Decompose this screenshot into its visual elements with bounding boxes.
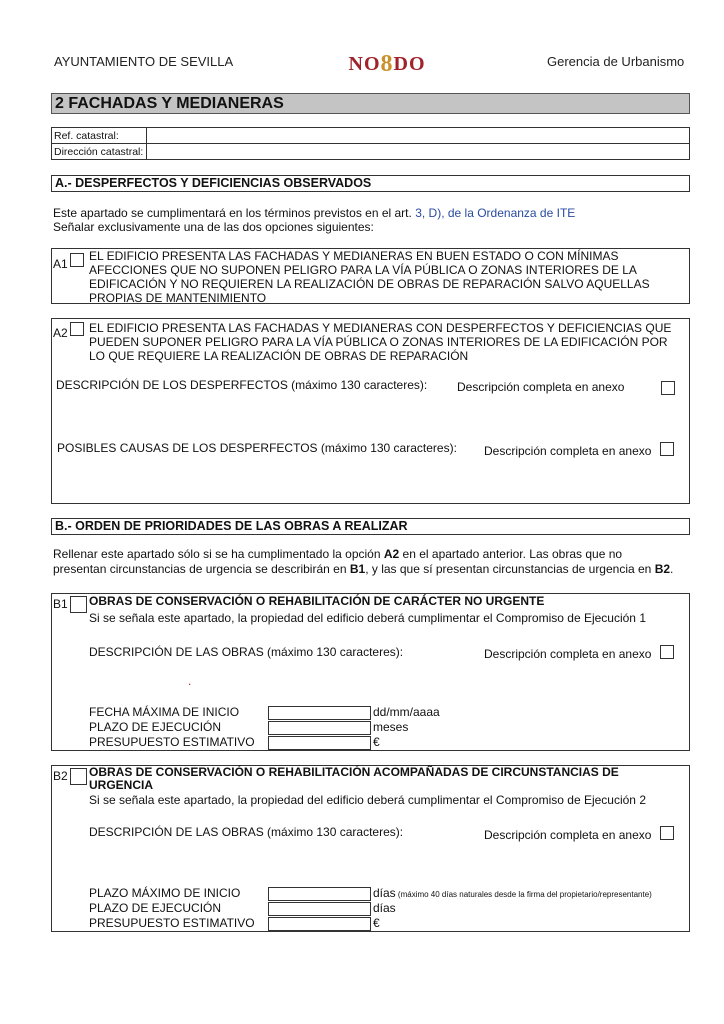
b2-plazo-label: PLAZO DE EJECUCIÓN bbox=[89, 901, 222, 915]
a1-text-3: EDIFICACIÓN Y NO REQUIEREN LA REALIZACIÓN DE OBRAS DE REPARACIÓN SALVO AQUELLAS bbox=[89, 277, 650, 291]
b1-plazo-label: PLAZO DE EJECUCIÓN bbox=[89, 720, 222, 734]
b2-plazo-inicio-input[interactable] bbox=[268, 887, 371, 901]
a1-text-1: EL EDIFICIO PRESENTA LAS FACHADAS Y MEDIANERAS EN BUEN ESTADO O CON MÍNIMAS bbox=[89, 249, 619, 263]
b1-plazo-unit: meses bbox=[373, 720, 409, 734]
a1-text-4: PROPIAS DE MANTENIMIENTO bbox=[89, 291, 267, 305]
a1-text-2: AFECCIONES QUE NO SUPONEN PELIGRO PARA LA VÍA PÚBLICA O ZONAS INTERIORES DE LA bbox=[89, 263, 637, 277]
b1-desc-annex-label: Descripción completa en anexo bbox=[484, 647, 652, 661]
b2-presupuesto-label: PRESUPUESTO ESTIMATIVO bbox=[89, 916, 255, 930]
b1-title: OBRAS DE CONSERVACIÓN O REHABILITACIÓN DE CARÁCTER NO URGENTE bbox=[89, 594, 545, 608]
a1-checkbox[interactable] bbox=[70, 253, 84, 267]
b2-desc-annex-label: Descripción completa en anexo bbox=[484, 828, 652, 842]
section-b-heading: B.- ORDEN DE PRIORIDADES DE LAS OBRAS A REALIZAR bbox=[51, 518, 690, 535]
section-a-heading: A.- DESPERFECTOS Y DEFICIENCIAS OBSERVADOS bbox=[51, 175, 690, 192]
a2-causes-annex-label: Descripción completa en anexo bbox=[484, 444, 652, 458]
b2-presupuesto-unit: € bbox=[373, 916, 380, 930]
b2-desc-label: DESCRIPCIÓN DE LAS OBRAS (máximo 130 caracteres): bbox=[89, 825, 404, 839]
b1-fecha-label: FECHA MÁXIMA DE INICIO bbox=[89, 705, 240, 719]
a2-code: A2 bbox=[53, 326, 68, 340]
direccion-catastral-label: Dirección catastral: bbox=[52, 144, 147, 160]
b1-desc-annex-checkbox[interactable] bbox=[660, 645, 674, 659]
b1-fecha-input[interactable] bbox=[268, 706, 371, 720]
a2-desc-annex-label: Descripción completa en anexo bbox=[457, 380, 625, 394]
section-b-intro-1: Rellenar este apartado sólo si se ha cumplimentado la opción A2 en el apartado anterior. Las obras que no bbox=[53, 547, 623, 561]
cadastral-table bbox=[51, 127, 690, 160]
a1-code: A1 bbox=[53, 257, 68, 271]
b1-checkbox[interactable] bbox=[70, 596, 87, 613]
b2-presupuesto-input[interactable] bbox=[268, 917, 371, 931]
b2-plazo-input[interactable] bbox=[268, 902, 371, 916]
b2-plazo-inicio-unit: días (máximo 40 días naturales desde la firma del propietario/representante) bbox=[373, 886, 652, 900]
a2-desc-label: DESCRIPCIÓN DE LOS DESPERFECTOS (máximo 130 caracteres): bbox=[56, 378, 428, 392]
section-b-intro-2: presentan circunstancias de urgencia se describirán en B1, y las que sí presentan circunstancias de urgencia en B2. bbox=[53, 562, 674, 576]
a2-desc-annex-checkbox[interactable] bbox=[661, 381, 675, 395]
ref-catastral-field[interactable] bbox=[147, 128, 690, 144]
b1-presupuesto-input[interactable] bbox=[268, 736, 371, 750]
direccion-catastral-field[interactable] bbox=[147, 144, 690, 160]
a2-checkbox[interactable] bbox=[70, 322, 84, 336]
b2-code: B2 bbox=[53, 769, 68, 783]
ref-catastral-label: Ref. catastral: bbox=[52, 128, 147, 144]
b1-note: Si se señala este apartado, la propiedad del edificio deberá cumplimentar el Compromiso de Ejecución 1 bbox=[89, 611, 646, 625]
a2-text-2: PUEDEN SUPONER PELIGRO PARA LA VÍA PÚBLICA O ZONAS INTERIORES DE LA EDIFICACIÓN POR bbox=[89, 335, 668, 349]
b2-plazo-unit: días bbox=[373, 901, 396, 915]
b1-plazo-input[interactable] bbox=[268, 721, 371, 735]
b2-title-2: URGENCIA bbox=[89, 778, 154, 792]
b1-presupuesto-unit: € bbox=[373, 735, 380, 749]
section-a-intro-2: Señalar exclusivamente una de las dos opciones siguientes: bbox=[53, 220, 374, 234]
b2-checkbox[interactable] bbox=[70, 768, 87, 785]
a2-causes-label: POSIBLES CAUSAS DE LOS DESPERFECTOS (máximo 130 caracteres): bbox=[57, 441, 457, 455]
b1-desc-label: DESCRIPCIÓN DE LAS OBRAS (máximo 130 caracteres): bbox=[89, 645, 404, 659]
page-title: 2 FACHADAS Y MEDIANERAS bbox=[51, 93, 690, 114]
b2-title-1: OBRAS DE CONSERVACIÓN O REHABILITACIÓN ACOMPAÑADAS DE CIRCUNSTANCIAS DE bbox=[89, 765, 619, 779]
stray-mark: . bbox=[188, 674, 192, 688]
header-left: AYUNTAMIENTO DE SEVILLA bbox=[54, 54, 234, 69]
section-a-intro-1: Este apartado se cumplimentará en los términos previstos en el art. 3, D), de la Ordenanza de ITE bbox=[53, 206, 576, 220]
b1-code: B1 bbox=[53, 597, 68, 611]
ordinance-link[interactable]: 3, D), de la Ordenanza de ITE bbox=[415, 206, 576, 220]
header-right: Gerencia de Urbanismo bbox=[547, 54, 685, 69]
a2-causes-annex-checkbox[interactable] bbox=[660, 442, 674, 456]
a2-text-3: LO QUE REQUIERE LA REALIZACIÓN DE OBRAS DE REPARACIÓN bbox=[89, 349, 469, 363]
b2-plazo-inicio-label: PLAZO MÁXIMO DE INICIO bbox=[89, 886, 241, 900]
b1-presupuesto-label: PRESUPUESTO ESTIMATIVO bbox=[89, 735, 255, 749]
b1-fecha-unit: dd/mm/aaaa bbox=[373, 705, 440, 719]
b2-note: Si se señala este apartado, la propiedad del edificio deberá cumplimentar el Compromiso de Ejecución 2 bbox=[89, 793, 646, 807]
a2-text-1: EL EDIFICIO PRESENTA LAS FACHADAS Y MEDIANERAS CON DESPERFECTOS Y DEFICIENCIAS QUE bbox=[89, 321, 672, 335]
b2-desc-annex-checkbox[interactable] bbox=[660, 826, 674, 840]
nodo-logo: NO8DO bbox=[348, 51, 426, 77]
